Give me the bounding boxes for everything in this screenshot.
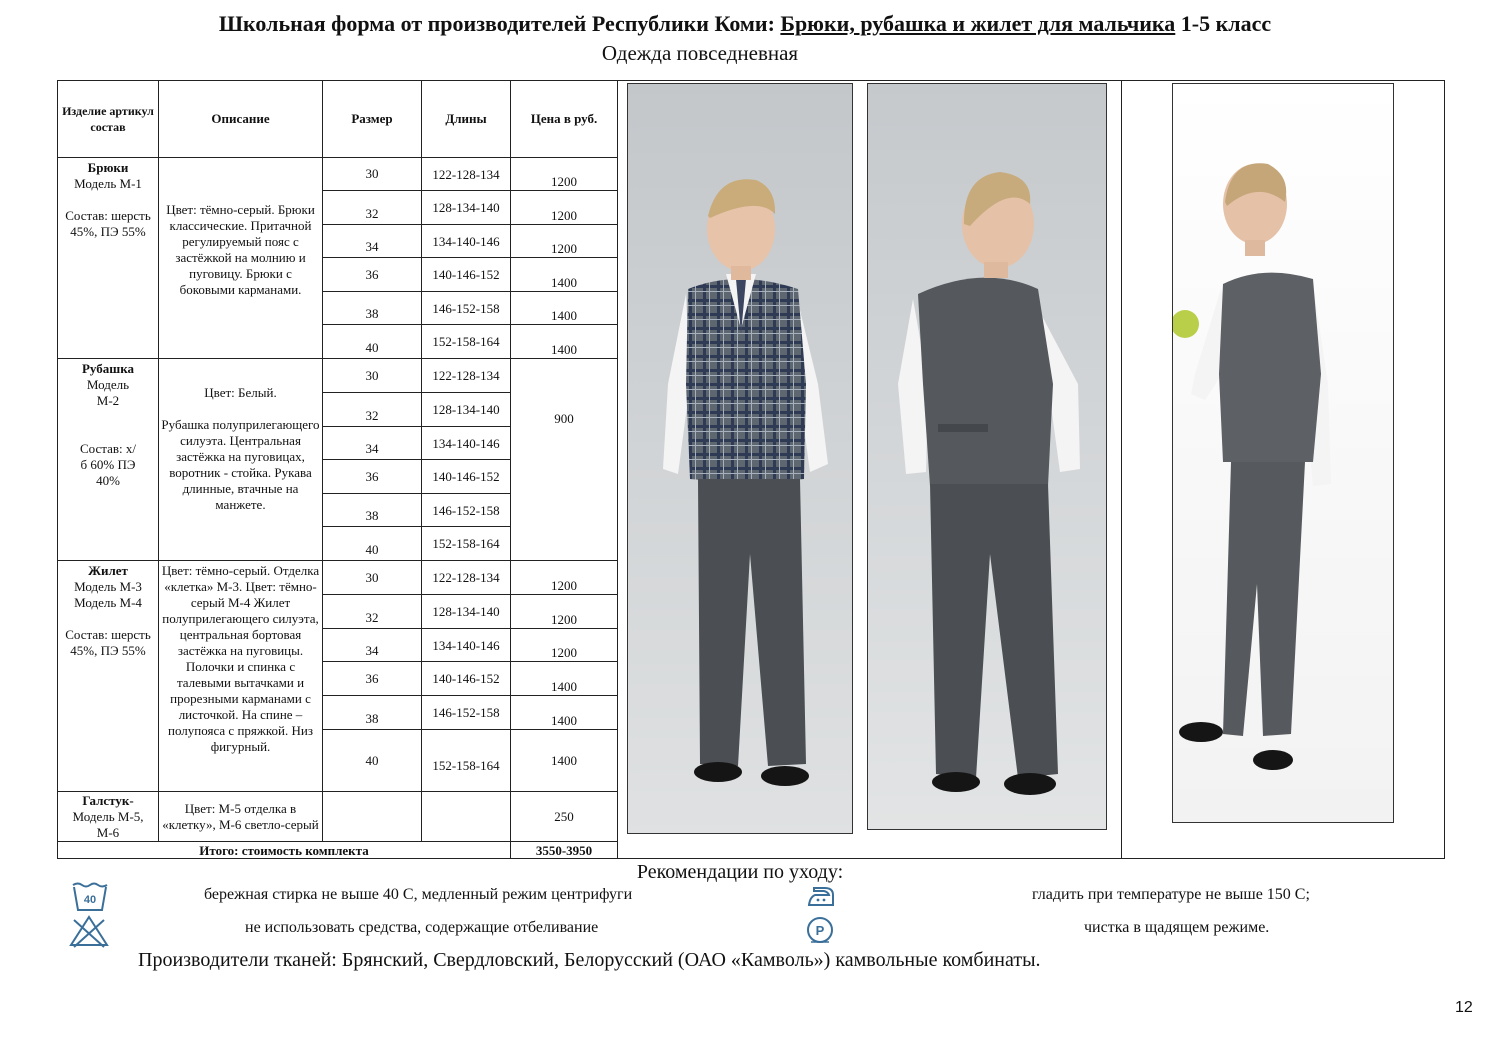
care-wash-text: бережная стирка не выше 40 С, медленный режим центрифуги — [204, 886, 633, 903]
page-title — [0, 10, 1490, 38]
price-cell: 1200 — [511, 225, 618, 258]
header-description: Описание — [159, 81, 323, 158]
product-model: Модель М-1 — [74, 176, 142, 191]
title-suffix: 1-5 класс — [1175, 11, 1272, 36]
description-text: Рубашка полуприлегающего силуэта. Центральная застёжка на пуговицах, воротник - стойка. Рукава длинные, втачные на манжете. — [161, 417, 320, 512]
length-cell: 122-128-134 — [422, 561, 511, 595]
product-composition: Состав: шерсть 45%, ПЭ 55% — [65, 627, 151, 658]
product-name: Брюки — [87, 160, 129, 175]
size-cell: 38 — [323, 494, 422, 527]
length-cell: 146-152-158 — [422, 696, 511, 730]
wash-temp-label: 40 — [83, 894, 97, 906]
wash-40-icon — [70, 881, 110, 913]
length-cell: 140-146-152 — [422, 460, 511, 494]
size-cell: 34 — [323, 427, 422, 460]
length-cell: 134-140-146 — [422, 629, 511, 662]
product-description: Цвет: тёмно-серый. Отделка «клетка» М-3. Цвет: тёмно-серый М-4 Жилет полуприлегающего силуэта, центральная бортовая застёжка на пуговицы. Полочки и спинка с талевыми вытачками и прорезными карманами с листочкой. На спине – полупояса с пряжкой. Низ фигурный. — [159, 561, 323, 792]
price-cell: 1200 — [511, 629, 618, 662]
photo-back-view — [867, 83, 1107, 830]
price-cell: 250 — [511, 792, 618, 842]
care-dry-clean-text: чистка в щадящем режиме. — [1084, 919, 1270, 936]
product-model: Модель М-3 Модель М-4 — [74, 579, 142, 610]
price-cell: 1400 — [511, 325, 618, 359]
iron-icon — [806, 883, 836, 909]
size-cell: 32 — [323, 595, 422, 629]
size-cell: 40 — [323, 527, 422, 561]
no-bleach-icon — [68, 914, 110, 948]
product-composition: Состав: х/б 60% ПЭ 40% — [80, 441, 136, 488]
price-cell: 1400 — [511, 292, 618, 325]
size-cell: 36 — [323, 662, 422, 696]
header-item: Изделие артикул состав — [58, 81, 159, 158]
size-cell: 38 — [323, 696, 422, 730]
care-no-bleach-text: не использовать средства, содержащие отбеливание — [245, 919, 599, 936]
size-cell: 30 — [323, 359, 422, 393]
title-underlined: Брюки, рубашка и жилет для мальчика — [780, 11, 1176, 36]
length-cell: 122-128-134 — [422, 158, 511, 191]
photo-side-gray-vest — [1172, 83, 1394, 823]
length-cell: 122-128-134 — [422, 359, 511, 393]
size-cell: 36 — [323, 258, 422, 292]
product-vest — [58, 561, 159, 792]
total-label: Итого: стоимость комплекта — [58, 842, 511, 859]
length-cell — [422, 792, 511, 842]
product-name: Жилет — [88, 563, 128, 578]
product-tie — [58, 792, 159, 842]
product-name: Рубашка — [81, 361, 135, 376]
care-iron-text: гладить при температуре не выше 150 С; — [1032, 886, 1310, 903]
product-description: Цвет: М-5 отделка в «клетку», М-6 светло-серый — [159, 792, 323, 842]
price-cell: 1400 — [511, 258, 618, 292]
price-cell: 1200 — [511, 561, 618, 595]
size-cell: 34 — [323, 629, 422, 662]
page-subtitle: Одежда повседневная — [601, 41, 799, 65]
size-cell: 36 — [323, 460, 422, 494]
size-cell: 32 — [323, 191, 422, 225]
length-cell: 128-134-140 — [422, 595, 511, 629]
care-title: Рекомендации по уходу: — [636, 861, 844, 883]
length-cell: 128-134-140 — [422, 191, 511, 225]
product-shirt — [58, 359, 159, 561]
product-composition: Состав: шерсть 45%, ПЭ 55% — [65, 208, 151, 239]
length-cell: 152-158-164 — [422, 325, 511, 359]
price-cell: 900 — [511, 359, 618, 561]
price-cell: 1200 — [511, 595, 618, 629]
length-cell: 128-134-140 — [422, 393, 511, 427]
product-name: Галстук- — [82, 792, 134, 808]
fabric-producers: Производители тканей: Брянский, Свердловский, Белорусский (ОАО «Камволь») камвольные комбинаты. — [138, 949, 1041, 971]
length-cell: 140-146-152 — [422, 662, 511, 696]
length-cell: 146-152-158 — [422, 494, 511, 527]
price-cell: 1400 — [511, 730, 618, 792]
length-cell: 152-158-164 — [422, 730, 511, 792]
page-number: 12 — [1455, 999, 1473, 1016]
header-size: Размер — [323, 81, 422, 158]
price-cell: 1400 — [511, 662, 618, 696]
dry-clean-icon — [806, 916, 834, 944]
length-cell: 134-140-146 — [422, 225, 511, 258]
size-cell: 32 — [323, 393, 422, 427]
price-cell: 1200 — [511, 158, 618, 191]
size-cell — [323, 792, 422, 842]
size-cell: 34 — [323, 225, 422, 258]
product-model: Модель М-5, М-6 — [72, 808, 144, 840]
product-description — [159, 359, 323, 561]
divider — [1121, 80, 1122, 859]
length-cell: 146-152-158 — [422, 292, 511, 325]
header-lengths: Длины — [422, 81, 511, 158]
size-cell: 30 — [323, 158, 422, 191]
dry-clean-label: P — [815, 923, 825, 938]
header-price: Цена в руб. — [511, 81, 618, 158]
length-cell: 152-158-164 — [422, 527, 511, 561]
size-cell: 30 — [323, 561, 422, 595]
photo-front-checkered-vest — [627, 83, 853, 834]
title-prefix: Школьная форма от производителей Республики Коми: — [218, 11, 781, 36]
size-cell: 40 — [323, 325, 422, 359]
product-model: Модель М-2 — [86, 377, 130, 408]
product-trousers — [58, 158, 159, 359]
description-color: Цвет: Белый. — [204, 385, 277, 400]
product-description: Цвет: тёмно-серый. Брюки классические. Притачной регулируемый пояс с застёжкой на молнию и пуговицу. Брюки с боковыми карманами. — [159, 158, 323, 359]
length-cell: 134-140-146 — [422, 427, 511, 460]
length-cell: 140-146-152 — [422, 258, 511, 292]
size-cell: 40 — [323, 730, 422, 792]
spec-table — [57, 80, 618, 859]
total-value: 3550-3950 — [511, 842, 618, 859]
size-cell: 38 — [323, 292, 422, 325]
price-cell: 1200 — [511, 191, 618, 225]
price-cell: 1400 — [511, 696, 618, 730]
